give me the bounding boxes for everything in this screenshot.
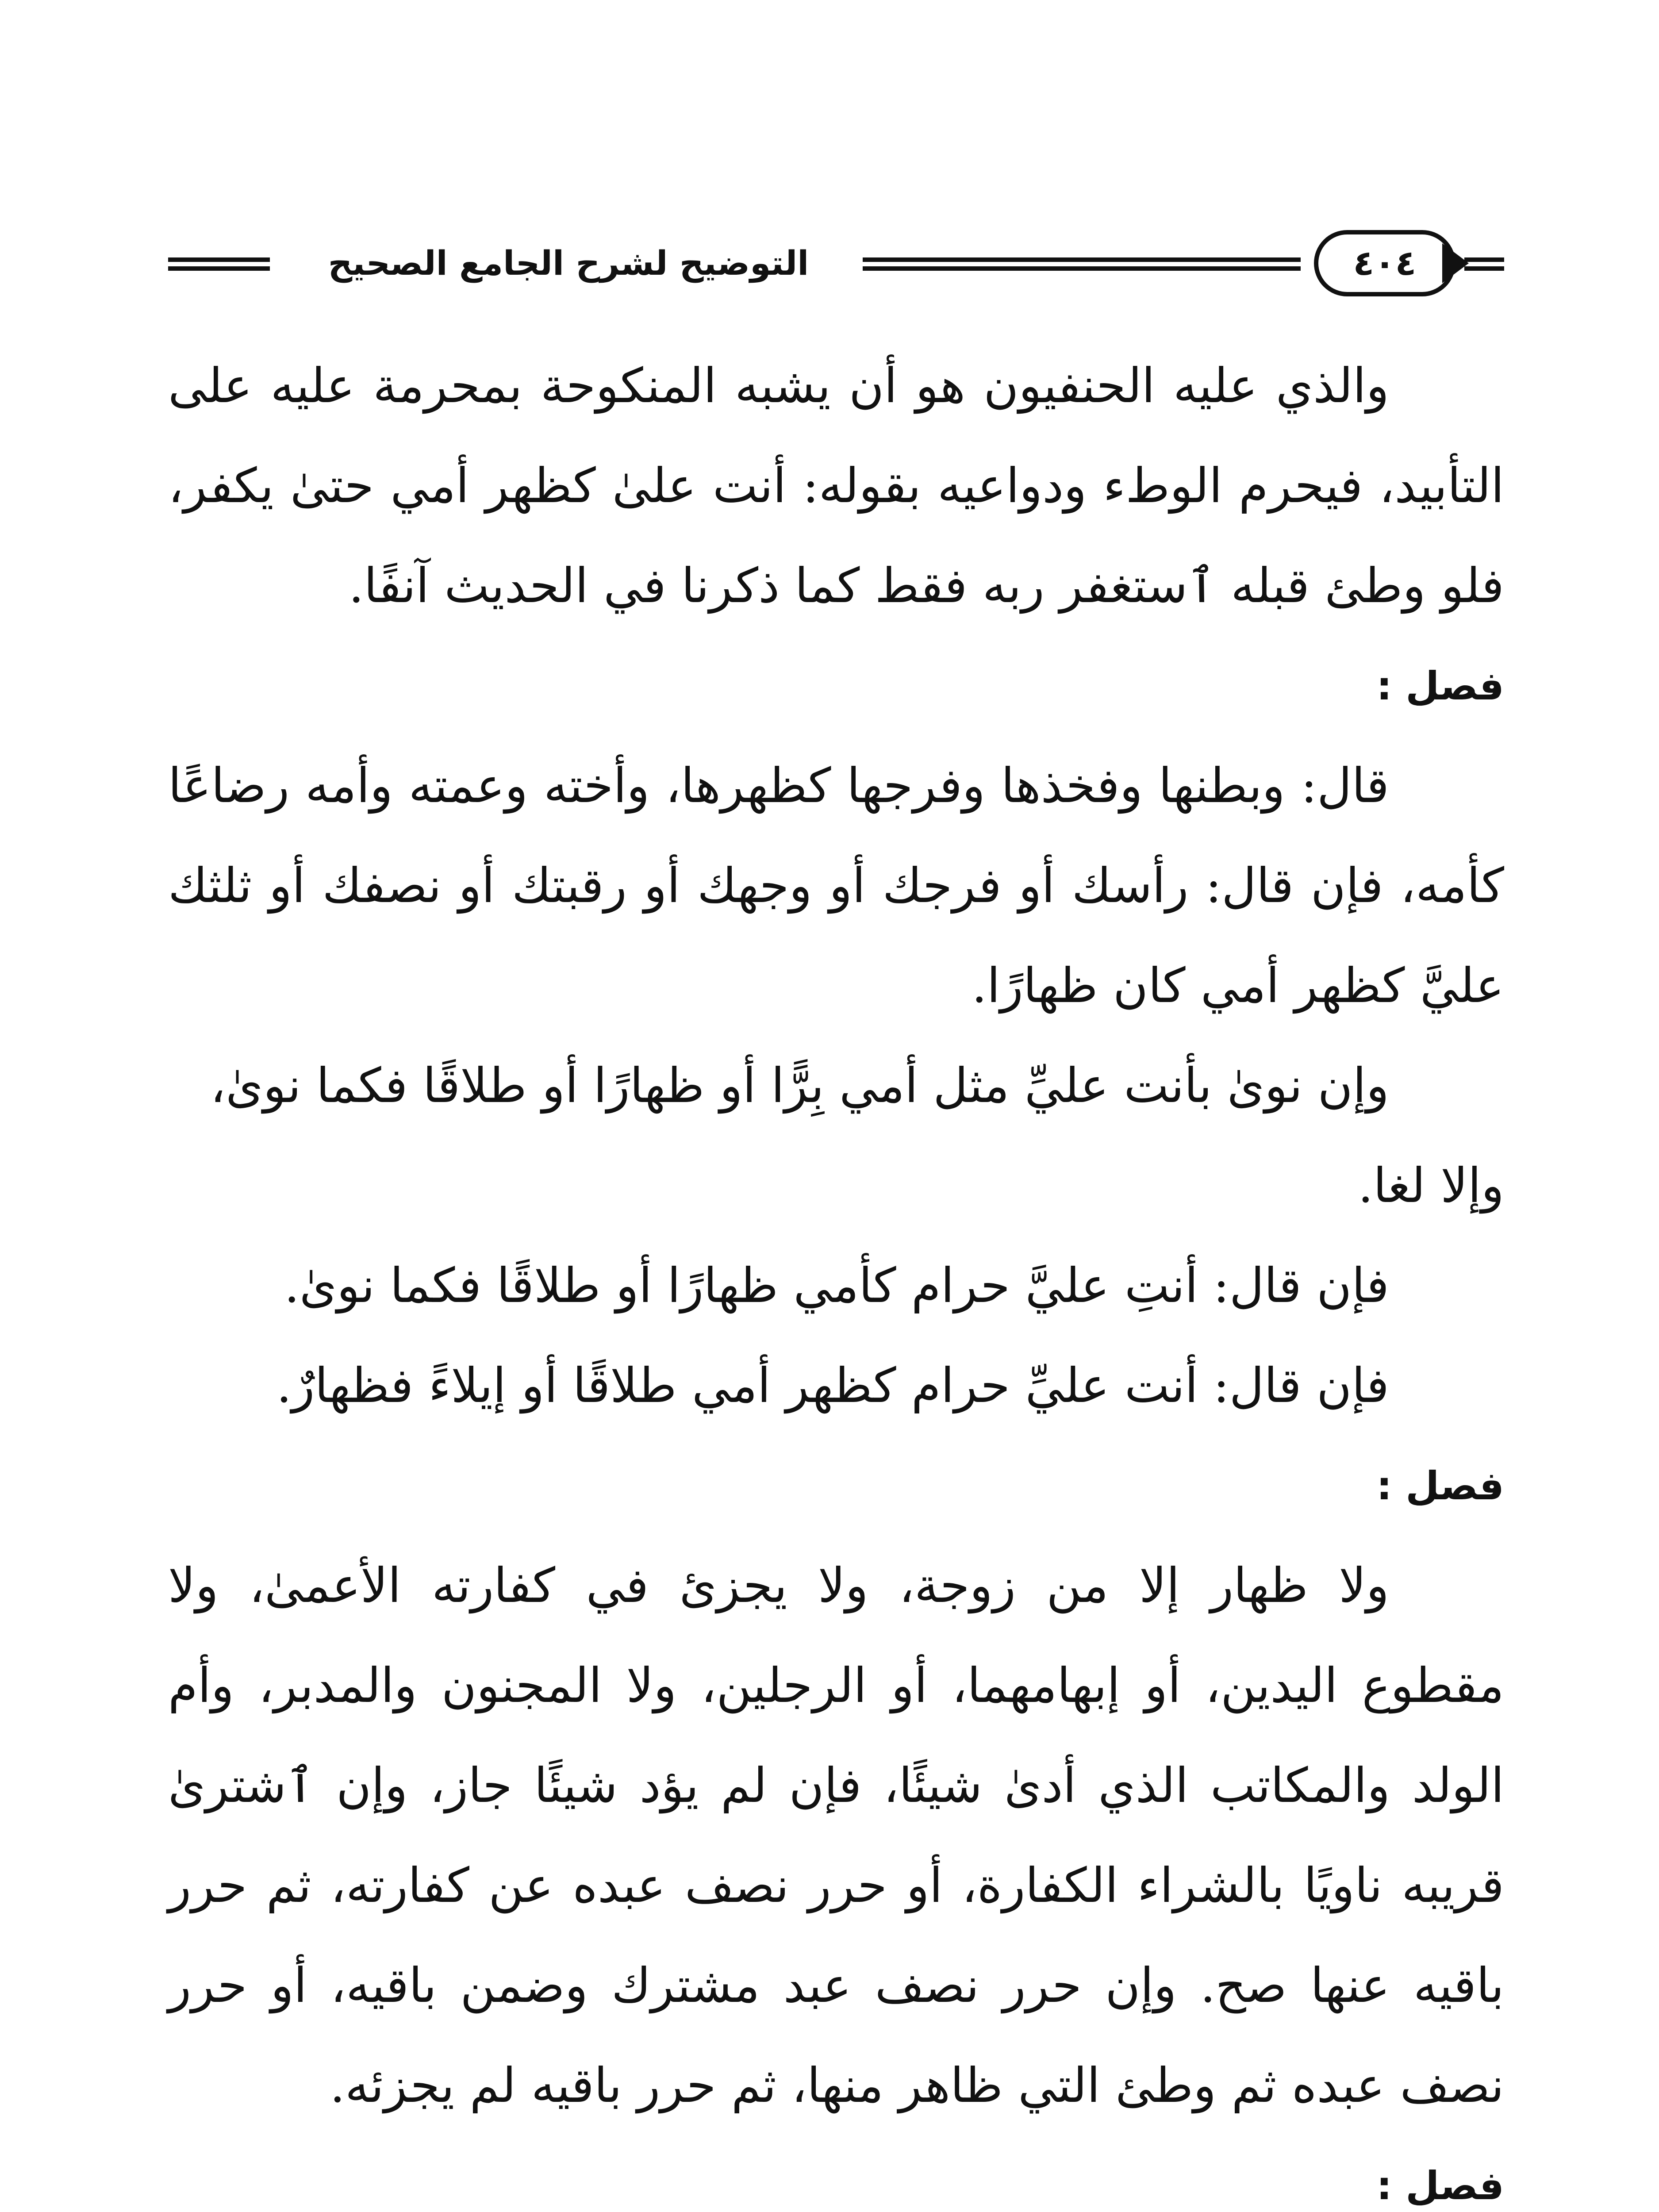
section-heading: فصل : [1376, 663, 1504, 709]
paragraph: ولا ظهار إلا من زوجة، ولا يجزئ في كفارته الأعمىٰ، ولا مقطوع اليدين، أو إبهامهما، أو الرجلين، ولا المجنون والمدبر، وأم الولد والمكاتب الذي أدىٰ شيئًا، فإن لم يؤد شيئًا جاز، وإن ٱشترىٰ قريبه ناويًا بالشراء الكفارة، أو حرر نصف عبده عن كفارته، ثم حرر باقيه عنها صح. وإن حرر نصف عبد مشترك وضمن باقيه، أو حرر نصف عبده ثم وطئ التي ظاهر منها، ثم حرر باقيه لم يجزئه. [168, 1558, 1504, 2113]
page-body [168, 336, 1504, 2212]
page-number: ٤٠٤ [1314, 230, 1455, 296]
paragraph: فإن قال: أنتِ عليَّ حرام كأمي ظهارًا أو طلاقًا فكما نوىٰ. [284, 1258, 1389, 1313]
paragraph: فإن قال: أنت عليِّ حرام كظهر أمي طلاقًا أو إيلاءً فظهارٌ. [276, 1358, 1389, 1413]
running-header [168, 230, 1504, 301]
running-title: التوضيح لشرح الجامع الصحيح [328, 243, 809, 283]
paragraph: وإن نوىٰ بأنت عليِّ مثل أمي بِرًّا أو ظهارًا أو طلاقًا فكما نوىٰ، وإلا لغا. [210, 1058, 1504, 1214]
paragraph: قال: وبطنها وفخذها وفرجها كظهرها، وأخته وعمته وأمه رضاعًا كأمه، فإن قال: رأسك أو فرجك أو وجهك أو رقبتك أو نصفك أو ثلثك عليَّ كظهر أمي كان ظهارًا. [168, 758, 1504, 1014]
paragraph: والذي عليه الحنفيون هو أن يشبه المنكوحة بمحرمة عليه على التأبيد، فيحرم الوطء ودواعيه بقوله: أنت علىٰ كظهر أمي حتىٰ يكفر، فلو وطئ قبله ٱستغفر ربه فقط كما ذكرنا في الحديث آنفًا. [168, 358, 1504, 614]
header-rule-middle [863, 257, 1301, 271]
section-heading: فصل : [1376, 1463, 1504, 1509]
header-rule-right [1464, 257, 1504, 271]
section-heading: فصل : [1376, 2163, 1504, 2208]
header-rule-left [168, 257, 270, 271]
